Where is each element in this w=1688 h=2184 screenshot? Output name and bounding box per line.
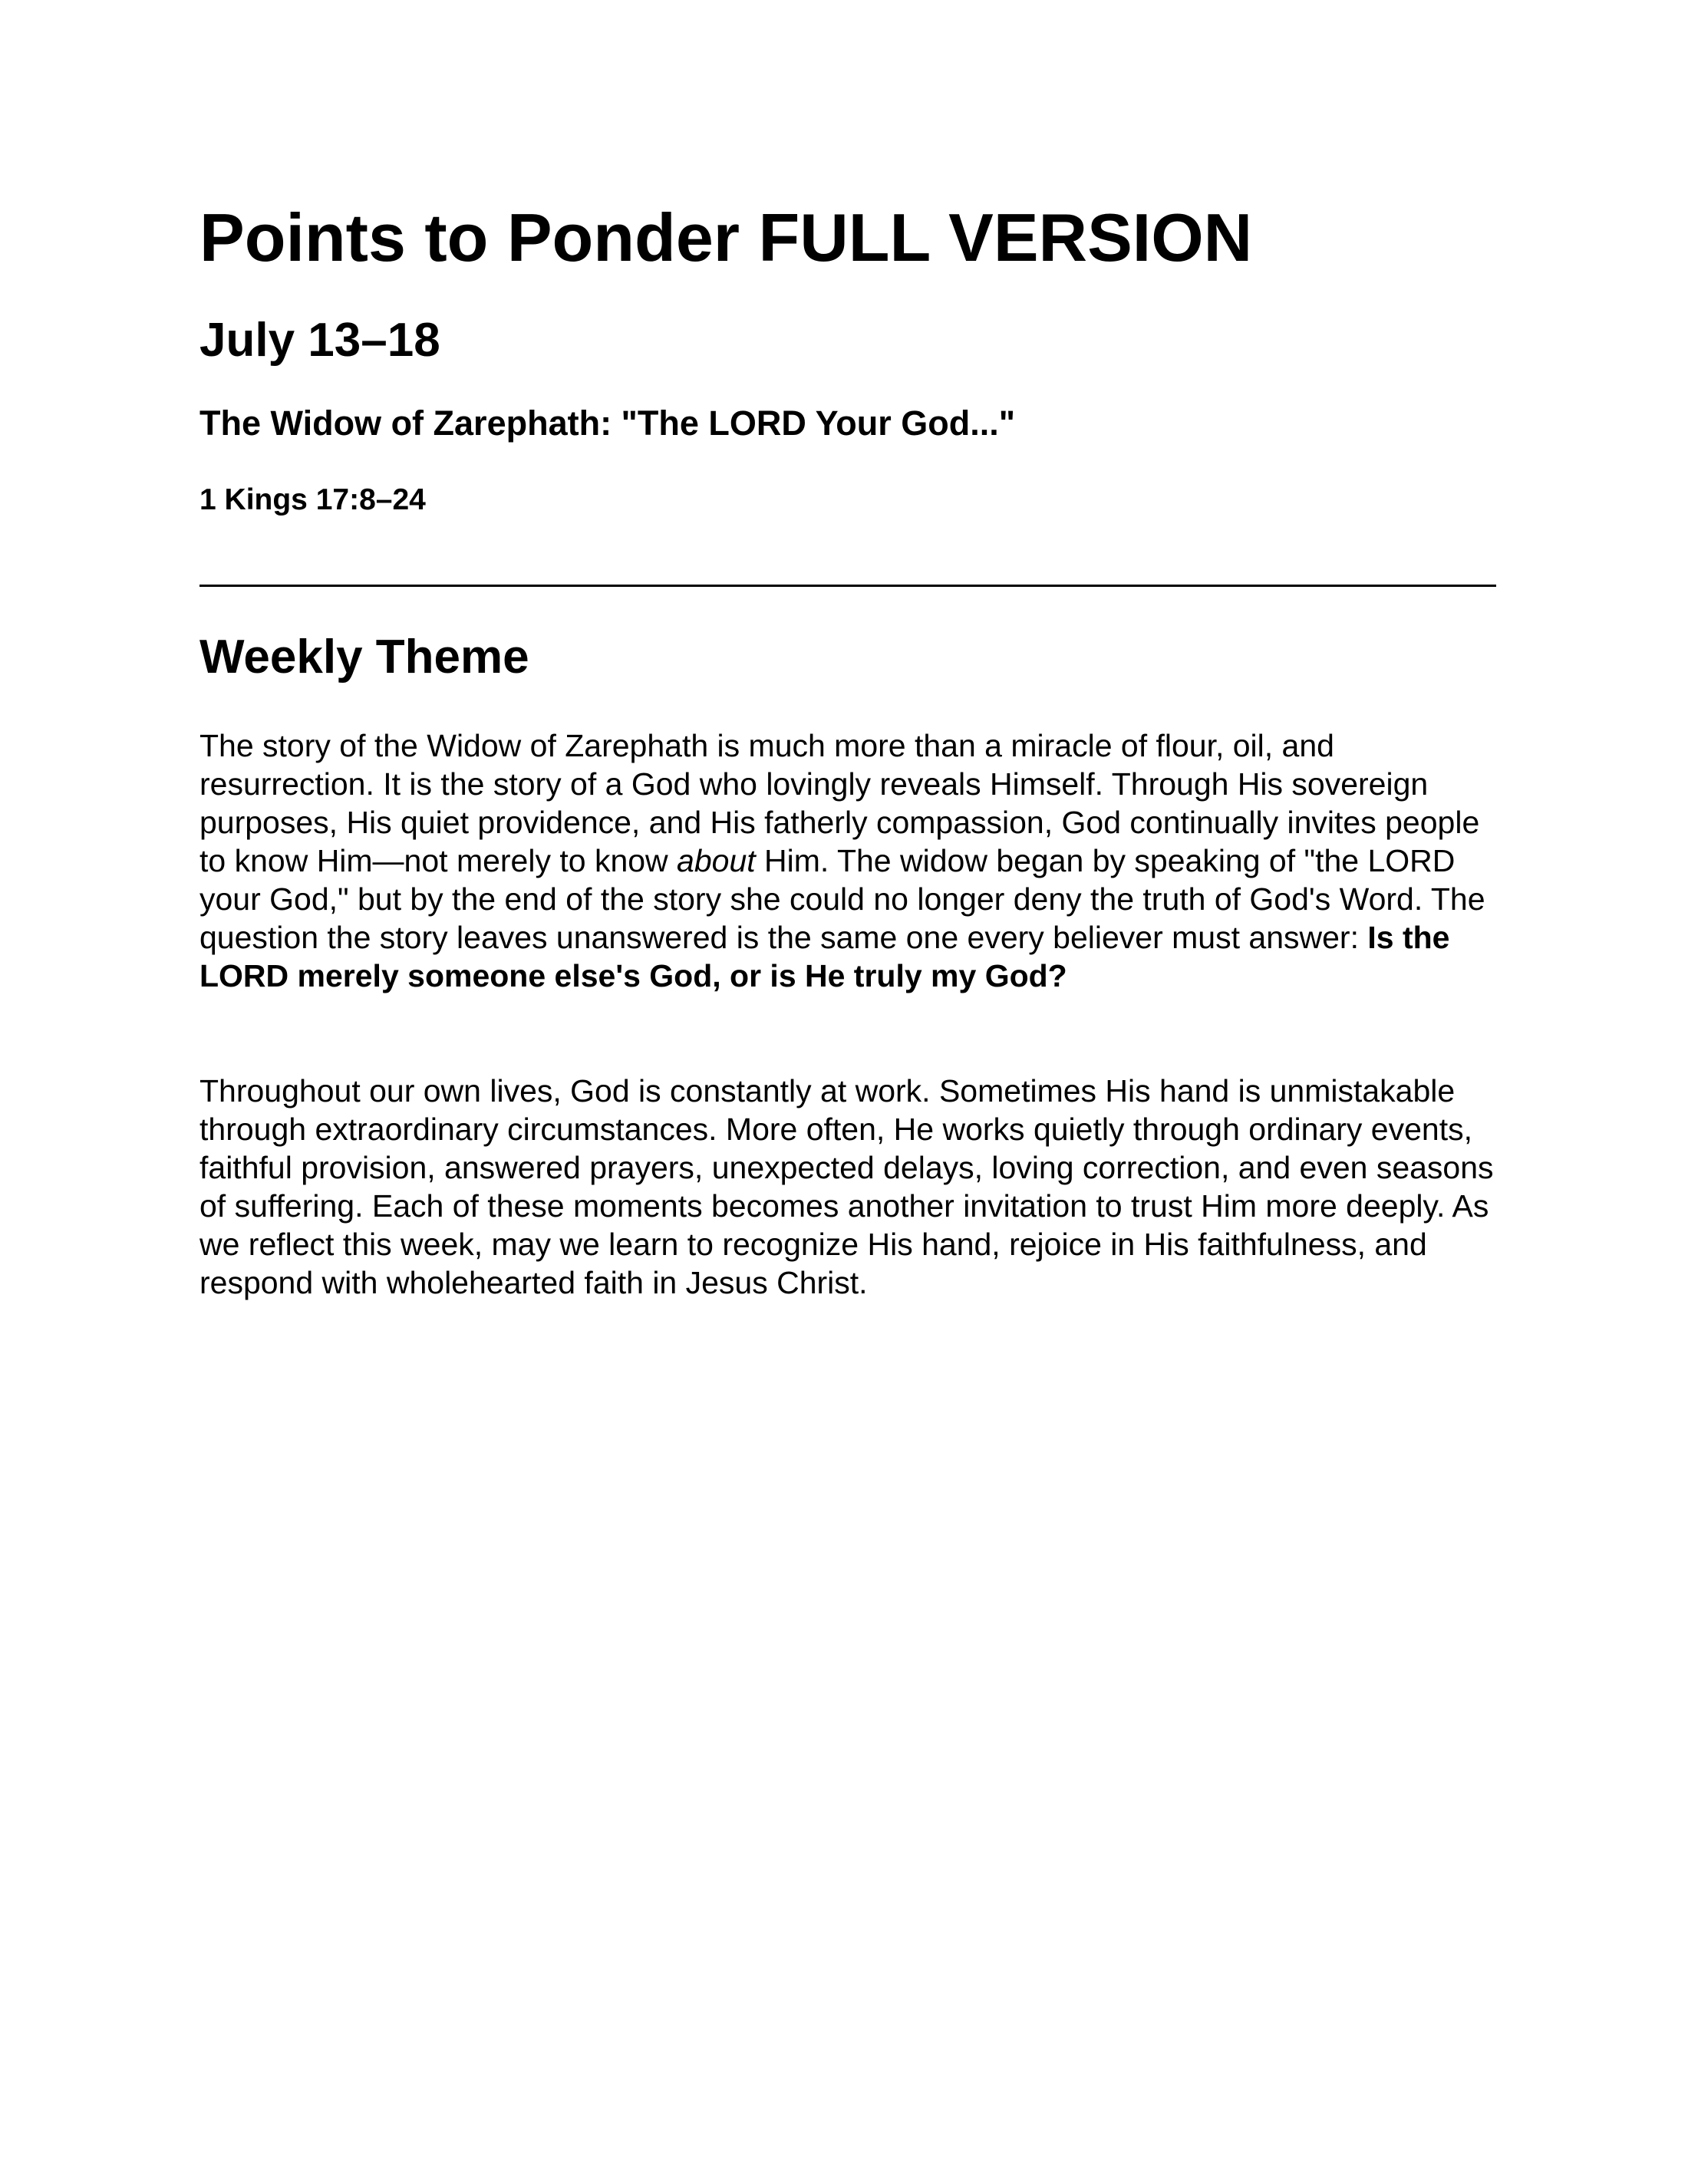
section-heading-weekly-theme: Weekly Theme	[199, 631, 529, 684]
paragraph-1-text-end: Him. The widow began by speaking of "the LORD your God," but by the end of the story she could no longer deny the truth of God's Word. The question the story leaves unanswered is the same one every believer must answer:	[199, 843, 1485, 955]
paragraph-1-key-question: Is the LORD merely someone else's God, or is He truly my God?	[199, 920, 1450, 993]
theme-paragraph-2: Throughout our own lives, God is constantly at work. Sometimes His hand is unmistakable through extraordinary circumstances. More often, He works quietly through ordinary events, faithful provision, answered prayers, unexpected delays, loving correction, and even seasons of suffering. Each of these moments becomes another invitation to trust Him more deeply. As we reflect this week, may we learn to recognize His hand, rejoice in His faithfulness, and respond with wholehearted faith in Jesus Christ.	[199, 1073, 1494, 1300]
scripture-reference: 1 Kings 17:8–24	[199, 483, 426, 516]
theme-paragraph-1	[199, 726, 1504, 995]
document-title: Points to Ponder FULL VERSION	[199, 199, 1253, 275]
paragraph-1-text-start: The story of the Widow of Zarephath is much more than a miracle of flour, oil, and resurrection. It is the story of a God who lovingly reveals Himself. Through His sovereign purposes, His quiet providence, and His fatherly compassion, God continually invites people to know Him—not merely to know	[199, 728, 1480, 878]
horizontal-divider	[199, 585, 1496, 587]
paragraph-1-emphasis: about	[677, 843, 756, 878]
lesson-subtitle: The Widow of Zarephath: "The LORD Your God..."	[199, 404, 1016, 443]
date-range-heading: July 13–18	[199, 314, 440, 367]
document-page	[199, 192, 1496, 1302]
